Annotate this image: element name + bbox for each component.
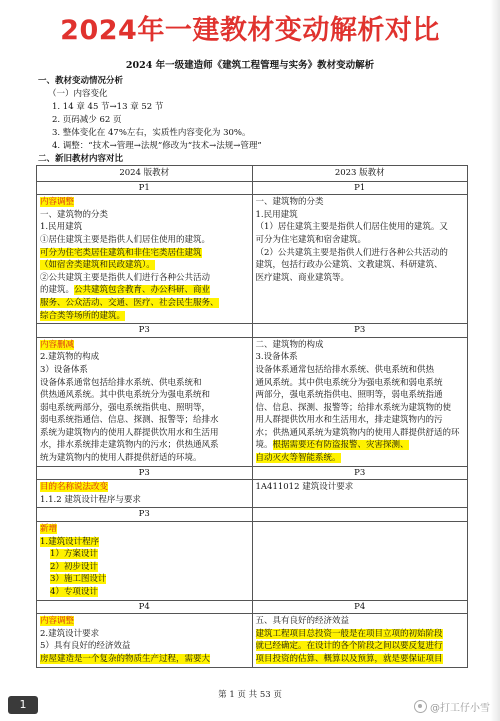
text-line: 3）设备体系 — [40, 364, 88, 375]
text-line: 五、具有良好的经济效益 — [255, 616, 350, 627]
cell-2023 — [252, 480, 468, 508]
text-line: 5）具有良好的经济效益 — [40, 641, 131, 652]
text-line: 统为建筑物内的使用人群提供舒适的环境。 — [40, 453, 202, 464]
highlighted-text: （如宿舍类建筑和民政建筑）。 — [40, 260, 155, 271]
text-line: 的建筑。 — [40, 285, 75, 296]
text-line: 一、建筑物的分类 — [255, 197, 324, 208]
text-line: 2.建筑设计要求 — [40, 628, 100, 639]
page-row — [37, 600, 468, 614]
page-row — [37, 508, 468, 522]
highlighted-text: 就已经确定。在设计的各个阶段之间以要反复进行 — [255, 641, 443, 652]
text-line: 信、信息、探测、报警等；给排水系统为建筑物的使 — [255, 402, 452, 413]
highlighted-text: 公共建筑包含教育、办公科研、商业 — [74, 285, 211, 296]
comparison-table — [36, 165, 468, 668]
highlighted-text: 自动灭火等智能系统。 — [255, 453, 341, 464]
highlighted-text: 3）施工图设计 — [50, 574, 107, 585]
highlighted-text: 项目投资的估算、概算以及预算，就是要保证项目 — [255, 653, 443, 664]
highlighted-text: 可分为住宅类居住建筑和非住宅类居住建筑 — [40, 247, 202, 258]
table-row — [37, 522, 468, 601]
text-line: 建筑，包括行政办公建筑、文教建筑、科研建筑、 — [255, 260, 443, 271]
cell-2023 — [252, 195, 468, 324]
change-tag: 内容删减 — [40, 339, 75, 350]
text-line: 弱电系统两部分，强电系统指供电、照明等， — [40, 402, 211, 413]
page-label: P4 — [37, 600, 253, 614]
page-row — [37, 324, 468, 338]
highlighted-text: 建筑工程项目总投资一般是在项目立项的初始阶段 — [255, 628, 443, 639]
text-line: 可分为住宅建筑和宿舍建筑。 — [255, 234, 367, 245]
text-line: 1.1.2 建筑设计程序与要求 — [40, 494, 141, 505]
page-row — [37, 466, 468, 480]
change-tag: 新增 — [40, 524, 58, 535]
page-label: P1 — [252, 181, 468, 195]
text-line: 弱电系统指通信、信息、探测、报警等；给排水 — [40, 415, 219, 426]
text-line: 通风系统。其中供电系统分为强电系统和弱电系统 — [255, 377, 443, 388]
analysis-outline — [38, 75, 468, 166]
text-line: 设备体系通常包括给排水系统、供电系统和供热 — [255, 364, 435, 375]
text-line: 设备体系通常包括给排水系统、供电系统和 — [40, 377, 202, 388]
outline-item: 1. 14 章 45 节→13 章 52 节 — [52, 102, 164, 112]
highlighted-text: 根据需要还有防盗报警、灾害探测、 — [272, 440, 409, 451]
change-tag: 目的名称说法改变 — [40, 482, 109, 493]
text-line: 系统为建筑物内的使用人群提供饮用水和生活用 — [40, 427, 219, 438]
page-edge-shadow — [490, 0, 500, 721]
text-line: 3.设备体系 — [255, 352, 298, 363]
text-line: 供热通风系统。其中供电系统分为强电系统和 — [40, 390, 211, 401]
change-tag: 内容调整 — [40, 616, 75, 627]
text-line: ②公共建筑主要是指供人们进行各种公共活动 — [40, 272, 211, 283]
text-line: 二、建筑物的构成 — [255, 339, 324, 350]
watermark — [414, 699, 490, 714]
text-line: 提供舒适的环境。 — [255, 427, 460, 451]
table-row — [37, 337, 468, 466]
text-line: （2）公共建筑主要是指供人们进行各种公共活动的 — [255, 247, 448, 258]
cell-2024 — [37, 480, 253, 508]
page-label: P3 — [252, 466, 468, 480]
page-label: P1 — [37, 181, 253, 195]
text-line: 水，排水系统排走建筑物内的污水；供热通风系 — [40, 440, 219, 451]
text-line: 1.民用建筑 — [255, 209, 298, 220]
table-header-row — [37, 166, 468, 182]
outline-heading-1: 一、教材变动情况分析 — [38, 76, 124, 86]
column-header-2024: 2024 版教材 — [37, 166, 253, 182]
highlighted-text: 1）方案设计 — [50, 549, 98, 560]
cell-2024 — [37, 337, 253, 466]
page-row — [37, 181, 468, 195]
page-label: P3 — [37, 324, 253, 338]
text-line: 两部分，强电系统指供电、照明等，弱电系统指通 — [255, 390, 443, 401]
highlighted-text: 综合类等场所的建筑。 — [40, 310, 126, 321]
highlighted-text: 4）专项设计 — [50, 587, 98, 597]
banner-title: 2024年一建教材变动解析对比 — [60, 15, 440, 46]
text-line: 一、建筑物的分类 — [40, 209, 109, 220]
table-row — [37, 614, 468, 667]
cell-2024 — [37, 614, 253, 667]
text-line: 水；供热通风系统为建筑物内的使用人群 — [255, 427, 409, 438]
page-number-badge[interactable]: 1 — [8, 696, 38, 714]
text-line: 医疗建筑、商业建筑等。 — [255, 272, 350, 283]
cell-2024 — [37, 195, 253, 324]
highlighted-text: 服务、公众活动、交通、医疗、社会民生服务、 — [40, 297, 219, 308]
highlighted-text: 1.建筑设计程序 — [40, 536, 100, 547]
text-line: 用人群提供饮用水和生活用水，排走建筑物内的污 — [255, 415, 443, 426]
page-footer: 第 1 页 共 53 页 — [218, 690, 282, 700]
text-line: 2.建筑物的构成 — [40, 352, 100, 363]
cell-2023 — [252, 337, 468, 466]
document-subtitle: 2024 年一级建造师《建筑工程管理与实务》教材变动解析 — [125, 60, 375, 71]
page-label: P4 — [252, 600, 468, 614]
page-label: P3 — [252, 324, 468, 338]
watermark-logo-icon — [414, 700, 427, 713]
watermark-text: @打工仔小雪 — [430, 703, 490, 714]
cell-2024 — [37, 522, 253, 601]
table-row — [37, 480, 468, 508]
outline-item: 4. 调整：“技术→管理→法规”修改为“技术→法规→管理” — [52, 141, 262, 151]
outline-subheading: （一）内容变化 — [48, 89, 108, 99]
cell-2023-empty — [252, 522, 468, 601]
change-tag: 内容调整 — [40, 197, 75, 208]
page-label: P3 — [37, 466, 253, 480]
table-row — [37, 195, 468, 324]
page-label: P3 — [37, 508, 253, 522]
text-line: （1）居住建筑主要是指供人们居住使用的建筑。又 — [255, 222, 448, 233]
column-header-2023: 2023 版教材 — [252, 166, 468, 182]
outline-item: 3. 整体变化在 47%左右，实质性内容变化为 30%。 — [52, 128, 251, 138]
text-line: ①居住建筑主要是指供人们居住使用的建筑。 — [40, 234, 211, 245]
text-line: 1A411012 建筑设计要求 — [255, 482, 354, 493]
outline-item: 2. 页码减少 62 页 — [52, 115, 122, 125]
highlighted-text: 房屋建造是一个复杂的物质生产过程，需要大 — [40, 653, 211, 664]
text-line: 1.民用建筑 — [40, 222, 83, 233]
cell-2023 — [252, 614, 468, 667]
outline-heading-2: 二、新旧教材内容对比 — [38, 154, 124, 164]
highlighted-text: 2）初步设计 — [50, 561, 98, 572]
page-label-empty — [252, 508, 468, 522]
